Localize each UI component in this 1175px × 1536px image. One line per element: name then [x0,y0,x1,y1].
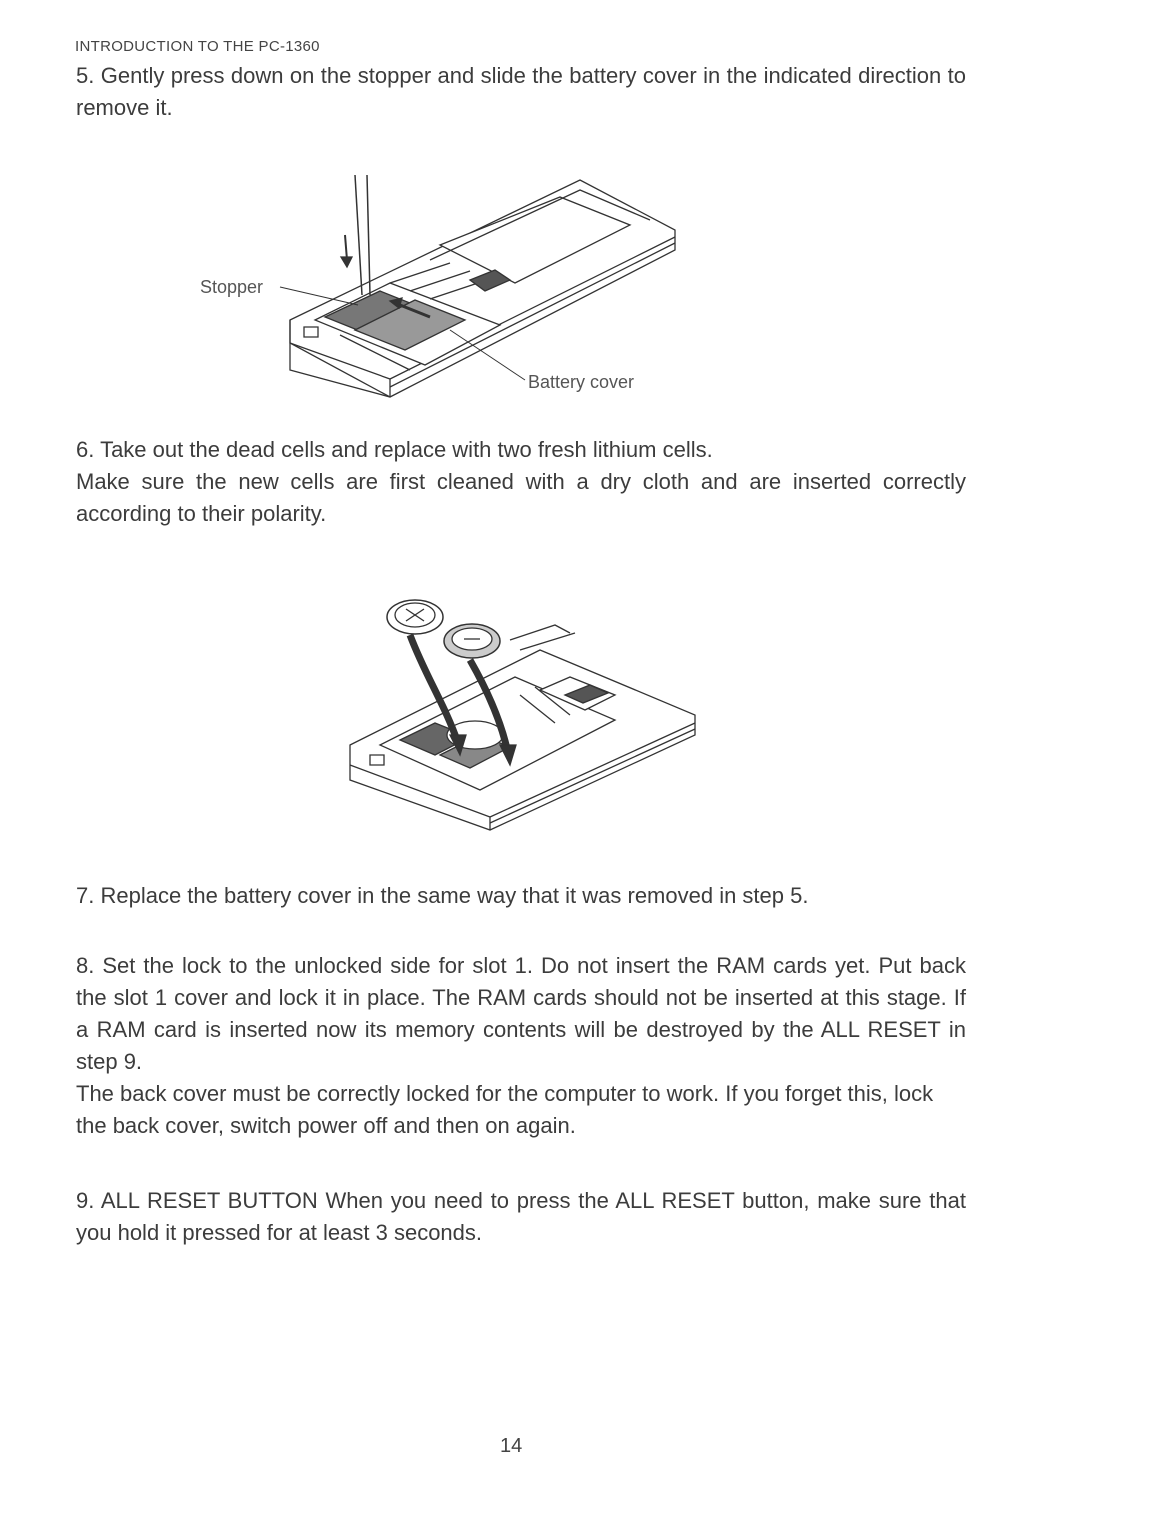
figure-battery-cover-removal [180,165,700,425]
step-9-text: 9. ALL RESET BUTTON When you need to press the ALL RESET button, make sure that you hold it pressed for at least 3 seconds. [76,1188,966,1245]
figure-cell-replacement [340,595,710,840]
step-9-paragraph [76,1185,966,1249]
step-7-text: 7. Replace the battery cover in the same way that it was removed in step 5. [76,883,809,908]
label-stopper: Stopper [200,277,264,297]
running-header: INTRODUCTION TO THE PC-1360 [75,38,320,55]
page-number: 14 [500,1435,523,1457]
step-8-paragraph [76,950,966,1142]
step-6-paragraph [76,434,966,530]
step-5-paragraph [76,60,966,124]
label-battery-cover: Battery cover [528,372,635,392]
step-8-line-2: The back cover must be correctly locked for the computer to work. If you forget this, lock the back cover, switch power off and then on again. [76,1081,934,1138]
step-8-line-1: 8. Set the lock to the unlocked side for slot 1. Do not insert the RAM cards yet. Put back the slot 1 cover and lock it in place. The RAM cards should not be inserted at this stage. If a RAM card is inserted now its memory contents will be destroyed by the ALL RESET in step 9. [76,953,966,1074]
lithium-cells-illustration [340,595,710,840]
step-6-line-2: Make sure the new cells are first cleaned with a dry cloth and are inserted correctly according to their polarity. [76,469,966,526]
step-7-paragraph [76,880,966,912]
step-5-text: 5. Gently press down on the stopper and slide the battery cover in the indicated direction to remove it. [76,63,966,120]
step-6-line-1: 6. Take out the dead cells and replace with two fresh lithium cells. [76,437,713,462]
